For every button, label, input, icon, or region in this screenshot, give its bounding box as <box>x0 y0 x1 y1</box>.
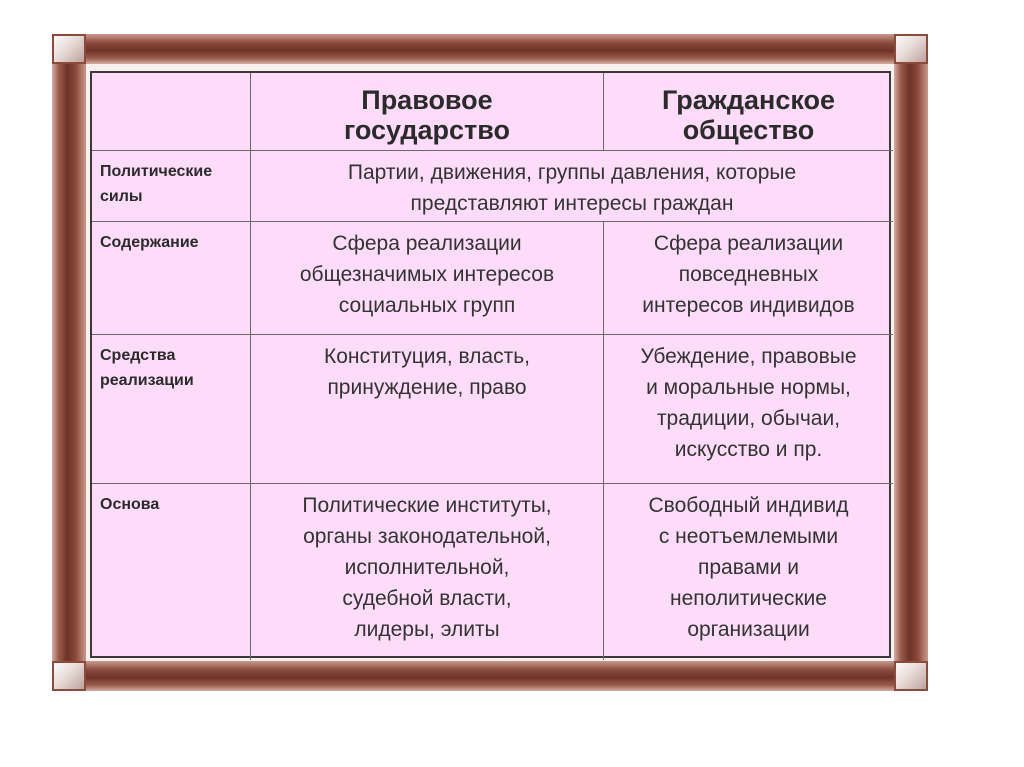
frame-corner-bottom-left <box>52 661 86 691</box>
frame-right-bar <box>894 34 928 691</box>
header-empty-cell <box>92 73 251 151</box>
cell-basis-legal-state: Политические институты, органы законодательной, исполнительной, судебной власти, лидеры, элиты <box>251 484 604 660</box>
comparison-table <box>90 71 891 658</box>
row-label-political-forces: Политические силы <box>92 151 251 222</box>
frame-bottom-bar <box>52 661 928 691</box>
row-label-basis: Основа <box>92 484 251 660</box>
cell-content-civil-society: Сфера реализации повседневных интересов индивидов <box>604 222 893 335</box>
header-legal-state: Правовое государство <box>251 73 604 151</box>
frame-corner-top-right <box>894 34 928 64</box>
header-civil-society: Гражданское общество <box>604 73 893 151</box>
cell-means-legal-state: Конституция, власть, принуждение, право <box>251 335 604 484</box>
frame-corner-bottom-right <box>894 661 928 691</box>
cell-political-forces-merged: Партии, движения, группы давления, которые представляют интересы граждан <box>251 151 893 222</box>
cell-means-civil-society: Убеждение, правовые и моральные нормы, традиции, обычаи, искусство и пр. <box>604 335 893 484</box>
frame-corner-top-left <box>52 34 86 64</box>
frame-left-bar <box>52 34 86 691</box>
frame-top-bar <box>52 34 928 64</box>
row-label-means: Средства реализации <box>92 335 251 484</box>
cell-basis-civil-society: Свободный индивид с неотъемлемыми правами и неполитические организации <box>648 494 849 641</box>
cell-content-legal-state: Сфера реализации общезначимых интересов социальных групп <box>251 222 604 335</box>
row-label-content: Содержание <box>92 222 251 335</box>
